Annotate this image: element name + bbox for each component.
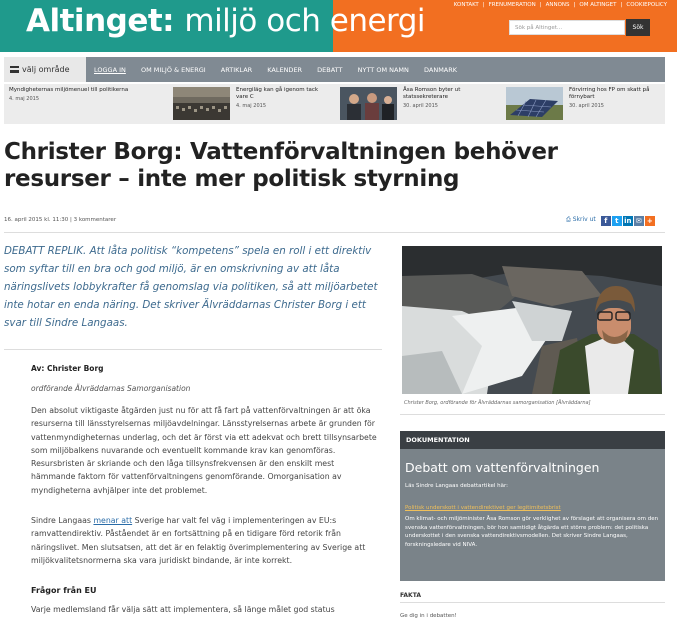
separator: | <box>573 2 576 8</box>
article-paragraph: Varje medlemsland får välja sätt att implementera, så länge målet god status <box>31 605 335 614</box>
logo-sub: miljö och energi <box>184 3 426 39</box>
printer-icon: ⎙ <box>566 216 571 223</box>
documentation-intro: Läs Sindre Langaas debattartikel här: <box>405 483 508 489</box>
nav-item-articles[interactable]: ARTIKLAR <box>220 66 253 74</box>
teaser-title: Myndigheternas miljömenuel till politikerna <box>9 87 129 93</box>
top-link-frenumeration[interactable]: FRENUMERATION <box>488 2 536 8</box>
article-author: Av: Christer Borg <box>31 364 104 373</box>
teaser-item[interactable] <box>569 87 661 110</box>
nav-item-calendar[interactable]: KALENDER <box>267 66 303 74</box>
nav-item-debate[interactable]: DEBATT <box>317 66 343 74</box>
more-share-icon[interactable]: + <box>645 216 655 226</box>
teaser-item[interactable] <box>9 87 169 103</box>
paragraph-text: Sverige har valt fel väg i implementeringen av EU:s ramvattendirektiv. Påståendet är en fortsättning på en tidigare förd retorik från näringslivet. Men slutsatsen, att det är en felaktig överimplementering av Sverige att miljökvalitetsnormerna ska vara juridiskt bindande, är inte korrekt. <box>31 516 366 565</box>
documentation-link[interactable]: Politisk underskott i vattendirektivet ger legitimitetsbrist <box>405 505 561 511</box>
divider <box>400 602 665 603</box>
area-select-button[interactable] <box>4 57 86 82</box>
article-subheading: Frågor från EU <box>31 586 97 595</box>
fakta-heading: FAKTA <box>400 592 421 599</box>
author-role: ordförande Älvräddarnas Samorganisation <box>31 384 191 393</box>
join-debate-link[interactable]: Ge dig in i debatten! <box>400 613 457 619</box>
top-link-kontakt[interactable]: KONTAKT <box>453 2 479 8</box>
teaser-item[interactable] <box>403 87 498 110</box>
separator: | <box>539 2 542 8</box>
paragraph-text: Sindre Langaas <box>31 516 94 525</box>
search-input[interactable]: Sök på Altinget... <box>509 20 625 35</box>
documentation-header: DOKUMENTATION <box>400 431 665 449</box>
twitter-icon[interactable]: t <box>612 216 622 226</box>
logo-main: Altinget: <box>26 3 175 39</box>
top-links <box>452 2 669 8</box>
nav-item-about[interactable]: OM MILJÖ & ENERGI <box>140 66 206 74</box>
article-lead: DEBATT REPLIK. Att låta politisk “kompetens” spela en roll i ett direktiv som syftar till en bra och god miljö, är en omskrivning av att låta näringslivets lobbykrafter få genomslag via politiken, så att miljöarbetet inte hotar en enda näring. Det skriver Älvräddarnas Christer Borg i ett svar till Sindre Langaas. <box>4 245 378 329</box>
site-logo[interactable] <box>26 3 425 39</box>
share-bar <box>566 216 655 226</box>
teaser-date: 4. maj 2015 <box>236 103 266 109</box>
article-byline: 16. april 2015 kl. 11:30 | 3 kommentarer <box>4 217 117 223</box>
print-button[interactable] <box>566 216 596 223</box>
nav-item-names[interactable]: NYTT OM NAMN <box>357 66 409 74</box>
hamburger-icon <box>10 66 19 73</box>
teaser-title: Energiläg kan gå igenom tack vare C <box>236 87 319 100</box>
facebook-icon[interactable]: f <box>601 216 611 226</box>
documentation-box <box>400 431 665 581</box>
nav-item-denmark[interactable]: DANMARK <box>424 66 458 74</box>
linkedin-icon[interactable]: in <box>624 217 632 225</box>
separator: | <box>482 2 485 8</box>
site-header <box>0 0 677 52</box>
divider <box>4 349 382 350</box>
main-nav <box>4 57 665 82</box>
print-label: Skriv ut <box>572 216 596 223</box>
teaser-title: Åsa Romson byter ut statssekreterare <box>403 87 461 100</box>
top-link-cookiepolicy[interactable]: COOKIEPOLICY <box>626 2 667 8</box>
photo-caption: Christer Borg, ordförande för Älvräddarnas samorganisation [Älvräddarna] <box>404 400 591 406</box>
divider <box>4 232 665 233</box>
search-button[interactable]: Sök <box>626 19 650 36</box>
nav-item-login[interactable]: LOGGA IN <box>94 66 126 74</box>
area-select-label: välj område <box>22 65 70 74</box>
article-paragraph: Den absolut viktigaste åtgärden just nu för att få fart på vattenförvaltningen är att öka resurserna till länsstyrelsernas miljöavdelningar. Länsstyrelsernas arbete är grunden för vattenmyndigheternas underlag, och det är först via ett adekvat och brett tillsynsarbete som miljöbalkens nuvarande och eventuellt kommande krav kan genomföras. Resursbristen är skriande och den låga tillsynsfrekvensen är den enskilt mest hämmande faktorn för vattenförvaltningens genomförande. Omorganisation av myndigheterna avhjälper inte det problemet. <box>31 406 377 495</box>
teaser-item[interactable] <box>236 87 331 110</box>
teaser-date: 30. april 2015 <box>403 103 438 109</box>
documentation-title: Debatt om vattenförvaltningen <box>405 460 600 475</box>
documentation-text: Om klimat- och miljöminister Åsa Romson gör verklighet av förslaget att organisera om den svenska vattenförvaltningen, bör hon samtidigt åtgärda ett större problem: det politiska underskottet i den svenska vattendirektivsmodellen. Det skriver Sindre Langaas, forskningsledare vid NIVA. <box>405 516 659 548</box>
author-photo <box>402 246 662 394</box>
solar-panel-thumbnail[interactable] <box>506 87 563 120</box>
top-link-annons[interactable]: ANNONS <box>545 2 570 8</box>
parliament-thumbnail[interactable] <box>173 87 230 120</box>
people-thumbnail[interactable] <box>340 87 397 120</box>
teaser-strip <box>4 84 665 124</box>
article-paragraph <box>31 514 381 567</box>
article-headline: Christer Borg: Vattenförvaltningen behöver resurser – inte mer politisk styrning <box>4 139 558 192</box>
menar-att-link[interactable]: menar att <box>93 516 133 525</box>
separator: | <box>620 2 623 8</box>
divider <box>400 414 665 415</box>
email-icon[interactable]: ✉ <box>634 216 644 226</box>
top-link-om-altinget[interactable]: OM ALTINGET <box>579 2 617 8</box>
teaser-date: 30. april 2015 <box>569 103 604 109</box>
teaser-date: 4. maj 2015 <box>9 96 39 102</box>
teaser-title: Förvirring hos FP om skatt på förnybart <box>569 87 650 100</box>
